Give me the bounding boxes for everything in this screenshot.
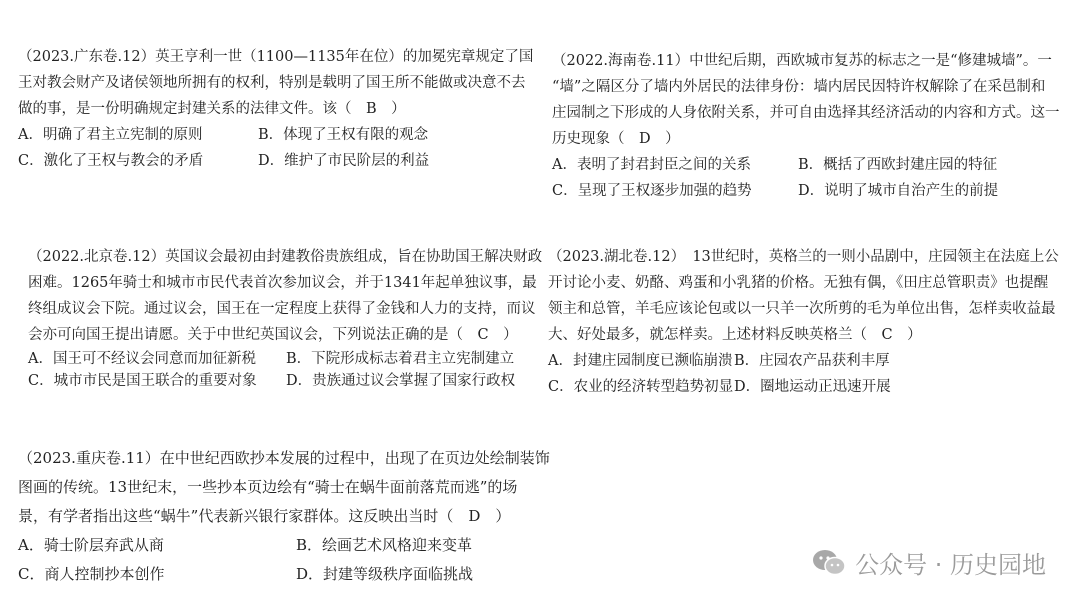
option-a: A．表明了封君封臣之间的关系 — [552, 157, 751, 173]
watermark — [811, 545, 1046, 580]
option-c: C．商人控制抄本创作 — [18, 565, 165, 583]
question-text-line: 做的事，是一份明确规定封建关系的法律文件。该（ B ） — [18, 101, 406, 117]
question-text-line: 庄园制之下形成的人身依附关系，并可自由选择其经济活动的内容和方式。这一 — [552, 105, 1060, 121]
question-2023-chongqing — [18, 444, 550, 589]
option-d: D．维护了市民阶层的利益 — [258, 153, 430, 169]
option-d: D．圈地运动正迅速开展 — [734, 379, 891, 395]
question-text-line: 开讨论小麦、奶酪、鸡蛋和小乳猪的价格。无独有偶，《田庄总管职责》也提醒 — [548, 275, 1049, 291]
watermark-text: 公众号 · 历史园地 — [855, 551, 1046, 579]
option-c: C．农业的经济转型趋势初显 — [548, 379, 734, 395]
options — [548, 348, 1059, 400]
question-text-line: 图画的传统。13世纪末，一些抄本页边绘有“骑士在蜗牛面前落荒而逃”的场 — [18, 478, 518, 496]
option-d: D．贵族通过议会掌握了国家行政权 — [286, 373, 516, 389]
options — [18, 122, 533, 174]
options — [18, 531, 550, 589]
question-text-line: 景，有学者指出这些“蜗牛”代表新兴银行家群体。这反映出当时（ D ） — [18, 507, 511, 525]
option-b: B．绘画艺术风格迎来变革 — [296, 536, 473, 554]
question-2023-hubei — [548, 244, 1059, 400]
options — [552, 152, 1060, 204]
question-2023-guangdong — [18, 44, 533, 174]
wechat-icon — [811, 548, 847, 578]
option-c: C．城市市民是国王联合的重要对象 — [28, 373, 257, 389]
question-text-line: （2023.重庆卷.11）在中世纪西欧抄本发展的过程中，出现了在页边处绘制装饰 — [18, 449, 550, 467]
option-c: C．呈现了王权逐步加强的趋势 — [552, 183, 752, 199]
question-text-line: 领主和总管，羊毛应该论包或以一只羊一次所剪的毛为单位出售，怎样卖收益最 — [548, 301, 1056, 317]
option-b: B．概括了西欧封建庄园的特征 — [798, 157, 998, 173]
question-text-line: （2022.北京卷.12）英国议会最初由封建教俗贵族组成，旨在协助国王解决财政 — [28, 249, 543, 265]
option-b: B．下院形成标志着君主立宪制建立 — [286, 351, 515, 367]
question-text-line: （2023.湖北卷.12） 13世纪时，英格兰的一则小品剧中，庄园领主在法庭上公 — [548, 249, 1059, 265]
options — [28, 348, 542, 392]
question-text-line: “墙”之隔区分了墙内外居民的法律身份：墙内居民因特许权解除了在采邑制和 — [552, 79, 1046, 95]
option-a: A．国王可不经议会同意而加征新税 — [28, 351, 256, 367]
question-text-line: 困难。1265年骑士和城市市民代表首次参加议会，并于1341年起单独议事，最 — [28, 275, 537, 291]
question-text-line: 历史现象（ D ） — [552, 131, 680, 147]
option-a: A．明确了君主立宪制的原则 — [18, 127, 203, 143]
option-c: C．激化了王权与教会的矛盾 — [18, 153, 204, 169]
option-d: D．封建等级秩序面临挑战 — [296, 565, 474, 583]
option-a: A．骑士阶层弃武从商 — [18, 536, 164, 554]
question-text-line: 大、好处最多，就怎样卖。上述材料反映英格兰（ C ） — [548, 327, 922, 343]
option-a: A．封建庄园制度已濒临崩溃 — [548, 353, 733, 369]
question-text-line: 王对教会财产及诸侯领地所拥有的权利，特别是载明了国王所不能做或决意不去 — [18, 75, 526, 91]
option-d: D．说明了城市自治产生的前提 — [798, 183, 999, 199]
question-2022-hainan — [552, 48, 1060, 204]
question-text-line: （2022.海南卷.11）中世纪后期，西欧城市复苏的标志之一是“修建城墙”。一 — [552, 53, 1052, 69]
question-text-line: 终组成议会下院。通过议会，国王在一定程度上获得了金钱和人力的支持，而议 — [28, 301, 536, 317]
question-text-line: （2023.广东卷.12）英王亨利一世（1100—1135年在位）的加冕宪章规定了国 — [18, 49, 534, 65]
question-2022-beijing — [28, 244, 542, 392]
question-text-line: 会亦可向国王提出请愿。关于中世纪英国议会，下列说法正确的是（ C ） — [28, 327, 518, 343]
option-b: B．体现了王权有限的观念 — [258, 127, 429, 143]
option-b: B．庄园农产品获利丰厚 — [734, 353, 890, 369]
